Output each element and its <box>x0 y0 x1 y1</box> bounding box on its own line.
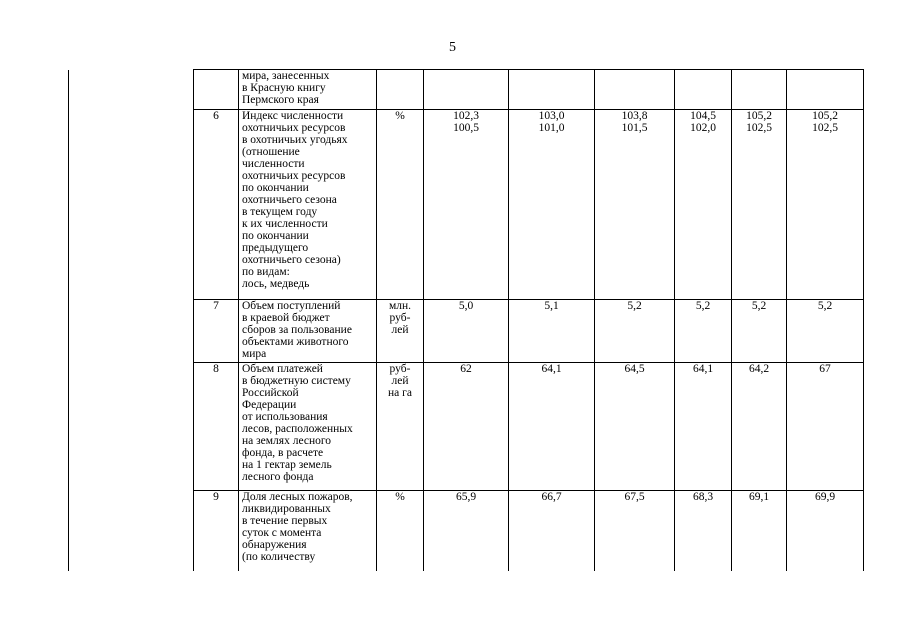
indicator-unit: % <box>395 110 405 122</box>
value-year-6: 69,9 <box>814 491 836 503</box>
indicator-name: Доля лесных пожаров, ликвидированных в течение первых суток с момента обнаружения (по количеству <box>242 491 353 563</box>
value-year-5: 64,2 <box>748 363 770 375</box>
indicator-name: Объем поступлений в краевой бюджет сборов за пользование объектами животного мира <box>242 300 352 360</box>
row-number: 6 <box>194 110 239 300</box>
value-year-1: 65,9 <box>455 491 477 503</box>
value-year-4: 64,1 <box>692 363 714 375</box>
value-year-2: 64,1 <box>541 363 562 375</box>
value-year-3: 5,2 <box>627 300 642 312</box>
value-year-2: 5,1 <box>544 300 559 312</box>
value-year-6: 105,2 102,5 <box>812 110 838 134</box>
indicator-unit: млн. руб- лей <box>388 300 412 336</box>
left-blank-cell <box>69 300 194 363</box>
value-year-4: 5,2 <box>695 300 711 312</box>
value-year-6: 67 <box>819 363 831 375</box>
value-year-1: 102,3 100,5 <box>453 110 479 134</box>
row-number: 8 <box>194 363 239 491</box>
value-year-1: 5,0 <box>458 300 474 312</box>
indicator-unit: руб- лей на га <box>388 363 412 399</box>
value-year-3: 64,5 <box>624 363 645 375</box>
indicator-name: мира, занесенных в Красную книгу Пермского края <box>242 70 330 106</box>
value-year-4: 104,5 102,0 <box>690 110 716 134</box>
indicators-table <box>68 69 864 571</box>
value-year-1: 62 <box>460 363 472 375</box>
left-blank-cell <box>69 363 194 491</box>
value-year-6: 5,2 <box>817 300 833 312</box>
indicator-unit: % <box>395 491 405 503</box>
value-year-2: 66,7 <box>541 491 562 503</box>
table-row <box>69 300 864 363</box>
value-year-5: 69,1 <box>748 491 770 503</box>
value-year-5: 5,2 <box>751 300 767 312</box>
table-row <box>69 110 864 300</box>
value-year-5: 105,2 102,5 <box>746 110 772 134</box>
left-blank-cell <box>69 70 194 110</box>
value-year-2: 103,0 101,0 <box>538 110 565 134</box>
row-number: 7 <box>194 300 239 363</box>
value-year-3: 103,8 101,5 <box>621 110 648 134</box>
indicator-name: Индекс численности охотничьих ресурсов в охотничьих угодьях (отношение численности охотничьих ресурсов по окончании охотничьего сезона в текущем году к их численности по окончании предыдущего охотничьего сезона) по видам: лось, медведь <box>242 110 348 290</box>
row-number <box>194 70 239 110</box>
table-row <box>69 363 864 491</box>
indicator-name: Объем платежей в бюджетную систему Российской Федерации от использования лесов, расположенных на землях лесного фонда, в расчете на 1 гектар земель лесного фонда <box>242 363 353 483</box>
page-number: 5 <box>449 40 456 55</box>
value-year-3: 67,5 <box>624 491 645 503</box>
table-row <box>69 70 864 110</box>
left-blank-cell <box>69 110 194 300</box>
table-row <box>69 491 864 571</box>
value-year-4: 68,3 <box>692 491 714 503</box>
left-blank-cell <box>69 491 194 571</box>
row-number: 9 <box>194 491 239 571</box>
